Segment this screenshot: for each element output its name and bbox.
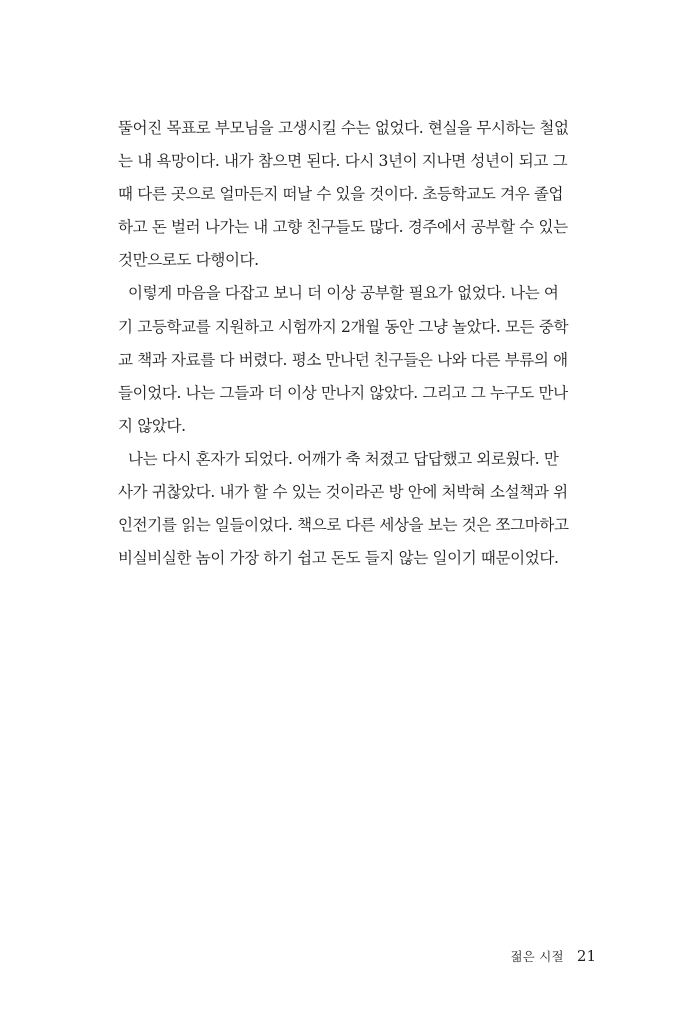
text-line: 기 고등학교를 지원하고 시험까지 2개월 동안 그냥 놀았다. 모든 중학: [118, 317, 569, 336]
text-line: 들이었다. 나는 그들과 더 이상 만나지 않았다. 그리고 그 누구도 만나: [118, 383, 568, 402]
text-line: 나는 다시 혼자가 되었다. 어깨가 축 처졌고 답답했고 외로웠다. 만: [128, 449, 559, 468]
text-line: 지 않았다.: [118, 416, 186, 435]
text-line: 이렇게 마음을 다잡고 보니 더 이상 공부할 필요가 없었다. 나는 여: [128, 284, 559, 303]
text-line: 교 책과 자료를 다 버렸다. 평소 만나던 친구들은 나와 다른 부류의 애: [118, 350, 568, 369]
page-number: 21: [576, 947, 596, 965]
paragraph-1: [118, 112, 598, 277]
page-footer: [511, 940, 596, 972]
text-line: 사가 귀찮았다. 내가 할 수 있는 것이라곤 방 안에 처박혀 소설책과 위: [118, 483, 568, 502]
text-line: 인전기를 읽는 일들이었다. 책으로 다른 세상을 보는 것은 쪼그마하고: [118, 516, 569, 535]
text-line: 비실비실한 놈이 가장 하기 쉽고 돈도 들지 않는 일이기 때문이었다.: [118, 549, 559, 568]
body-text: [118, 112, 598, 575]
text-line: 것만으로도 다행이다.: [118, 251, 259, 270]
running-title: 젊은 시절: [510, 949, 564, 964]
paragraph-3: [118, 443, 598, 575]
text-line: 하고 돈 벌러 나가는 내 고향 친구들도 많다. 경주에서 공부할 수 있는: [118, 218, 568, 237]
text-line: 뚤어진 목표로 부모님을 고생시킬 수는 없었다. 현실을 무시하는 철없: [118, 119, 569, 137]
paragraph-2: [118, 277, 598, 442]
text-line: 때 다른 곳으로 얼마든지 떠날 수 있을 것이다. 초등학교도 겨우 졸업: [118, 185, 564, 204]
text-line: 는 내 욕망이다. 내가 참으면 된다. 다시 3년이 지나면 성년이 되고 그: [118, 152, 568, 171]
